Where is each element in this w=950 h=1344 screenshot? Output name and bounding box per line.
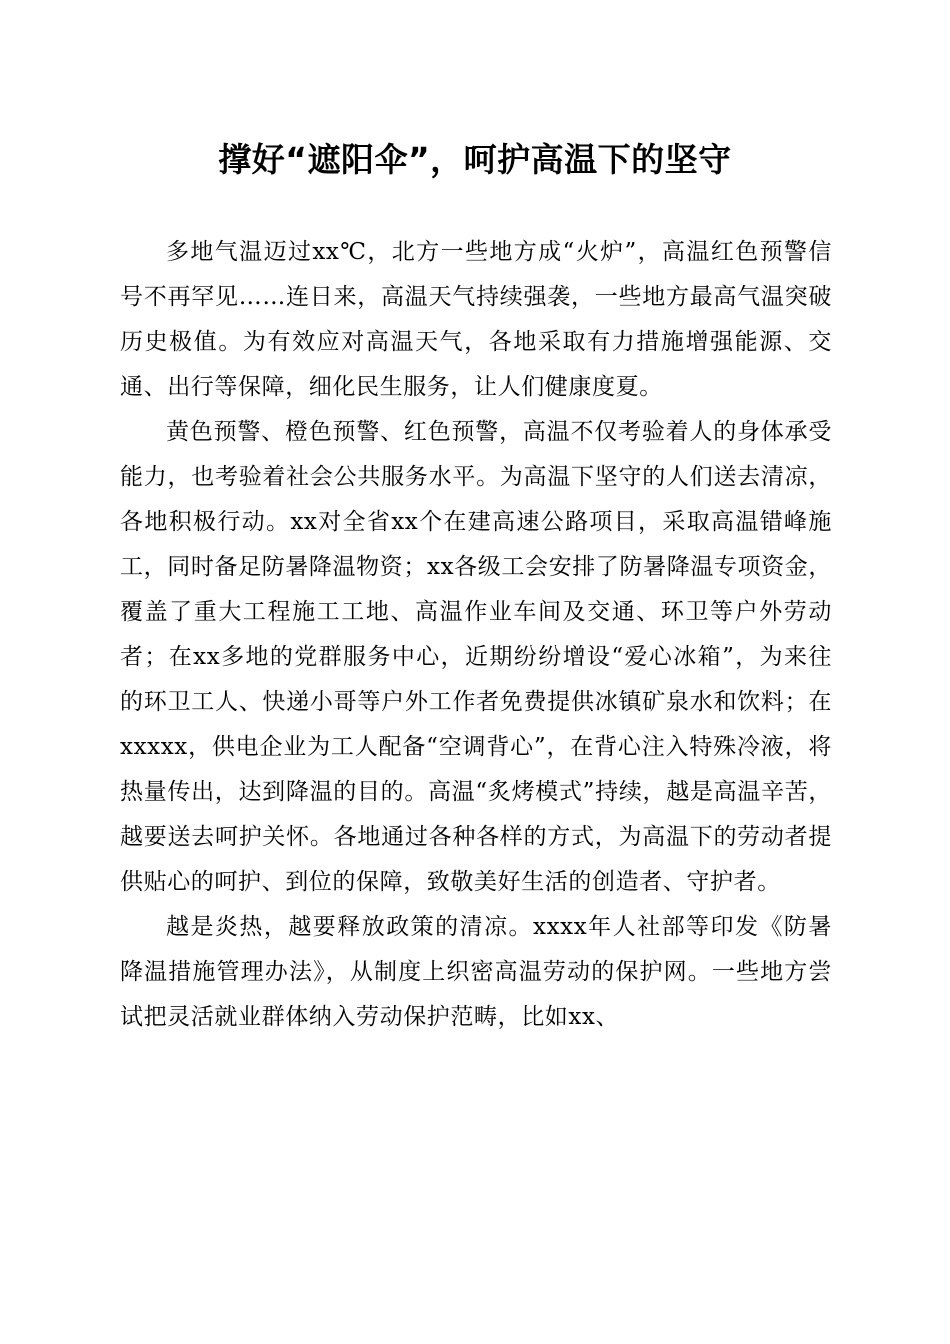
- paragraph-2: 黄色预警、橙色预警、红色预警，高温不仅考验着人的身体承受能力，也考验着社会公共服务水平。为高温下坚守的人们送去清凉，各地积极行动。xx对全省xx个在建高速公路项目，采取高温错峰施工，同时备足防暑降温物资；xx各级工会安排了防暑降温专项资金，覆盖了重大工程施工工地、高温作业车间及交通、环卫等户外劳动者；在xx多地的党群服务中心，近期纷纷增设“爱心冰箱”，为来往的环卫工人、快递小哥等户外工作者免费提供冰镇矿泉水和饮料；在xxxxx，供电企业为工人配备“空调背心”，在背心注入特殊冷液，将热量传出，达到降温的目的。高温“炙烤模式”持续，越是高温辛苦，越要送去呵护关怀。各地通过各种各样的方式，为高温下的劳动者提供贴心的呵护、到位的保障，致敬美好生活的创造者、守护者。: [120, 419, 832, 895]
- document-body: [120, 230, 832, 1040]
- paragraph-3: 越是炎热，越要释放政策的清凉。xxxx年人社部等印发《防暑降温措施管理办法》，从制度上织密高温劳动的保护网。一些地方尝试把灵活就业群体纳入劳动保护范畴，比如xx、: [120, 914, 832, 1030]
- paragraph-1: 多地气温迈过xx℃，北方一些地方成“火炉”，高温红色预警信号不再罕见……连日来，高温天气持续强袭，一些地方最高气温突破历史极值。为有效应对高温天气，各地采取有力措施增强能源、交通、出行等保障，细化民生服务，让人们健康度夏。: [120, 239, 832, 400]
- document-title: 撑好“遮阳伞”，呵护高温下的坚守: [218, 140, 732, 179]
